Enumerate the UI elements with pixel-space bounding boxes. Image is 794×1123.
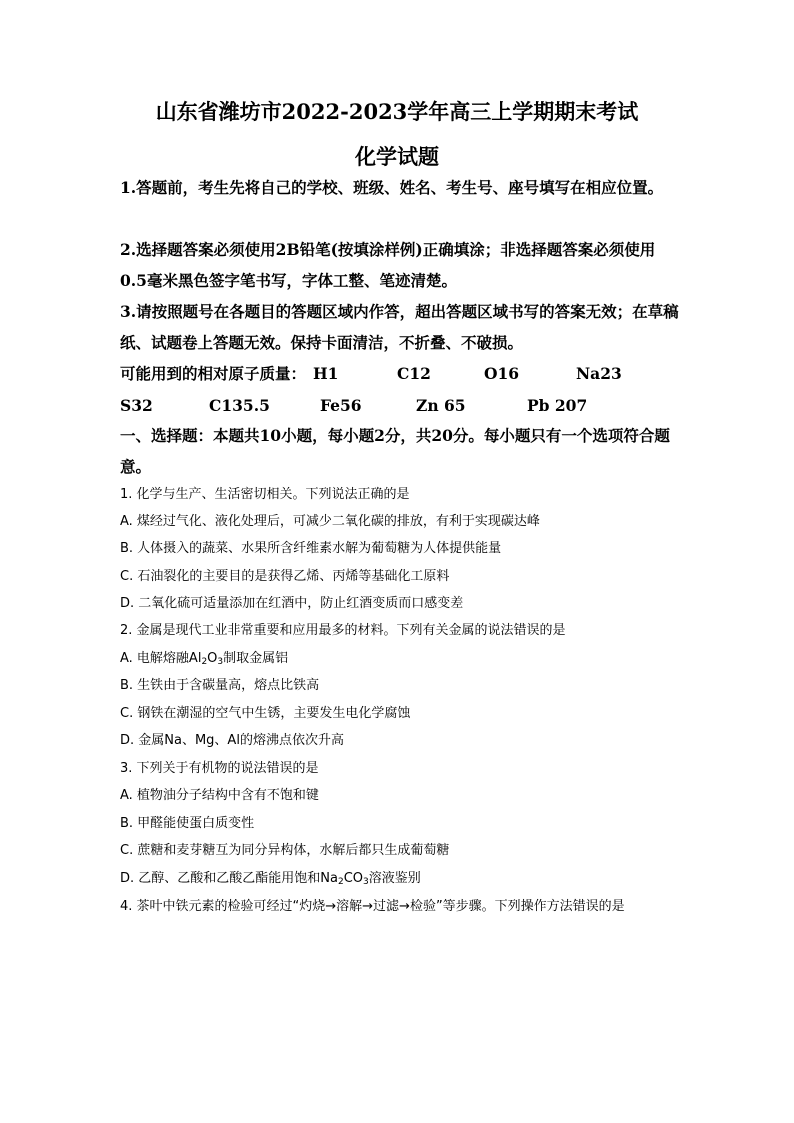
subscript: 2 xyxy=(337,877,344,887)
option-text: D. 乙醇、乙酸和乙酸乙酯能用饱和Na xyxy=(120,871,338,886)
subscript: 3 xyxy=(363,877,369,887)
atomic-mass-item: H1 xyxy=(313,364,339,383)
instruction-1: 1.答题前，考生先将自己的学校、班级、姓名、考生号、座号填写在相应位置。 xyxy=(120,178,664,197)
question-1-option-a: A. 煤经过气化、液化处理后，可减少二氧化碳的排放，有利于实现碳达峰 xyxy=(120,514,540,529)
instruction-2: 2.选择题答案必须使用2B铅笔(按填涂样例)正确填涂；非选择题答案必须使用0.5毫米黑色签字笔书写，字体工整、笔迹清楚。 xyxy=(120,240,656,290)
instruction-3: 3.请按照题号在各题目的答题区域内作答，超出答题区域书写的答案无效；在草稿纸、试题卷上答题无效。保持卡面清洁，不折叠、不破损。 xyxy=(120,302,679,352)
atomic-mass-item: Zn 65 xyxy=(416,396,466,415)
question-2-stem: 2. 金属是现代工业非常重要和应用最多的材料。下列有关金属的说法错误的是 xyxy=(120,623,566,638)
question-3-option-d xyxy=(120,870,690,888)
atomic-mass-label: 可能用到的相对原子质量： xyxy=(120,364,307,383)
option-text: 溶液鉴别 xyxy=(368,871,421,886)
section-heading: 一、选择题：本题共10小题，每小题2分，共20分。每小题只有一个选项符合题意。 xyxy=(120,426,670,476)
option-text: O xyxy=(207,651,218,666)
question-4-stem: 4. 茶叶中铁元素的检验可经过“灼烧→溶解→过滤→检验”等步骤。下列操作方法错误的是 xyxy=(120,899,625,914)
subscript: 3 xyxy=(217,657,224,667)
atomic-mass-item: Pb 207 xyxy=(527,396,588,415)
page-title: 山东省潍坊市2022-2023学年高三上学期期末考试 xyxy=(155,99,639,124)
option-text: CO xyxy=(343,871,364,886)
question-1-option-b: B. 人体摄入的蔬菜、水果所含纤维素水解为葡萄糖为人体提供能量 xyxy=(120,541,502,556)
question-3-option-b: B. 甲醛能使蛋白质变性 xyxy=(120,816,255,831)
atomic-mass-item: C12 xyxy=(397,364,431,383)
atomic-mass-item: S32 xyxy=(120,396,153,415)
atomic-mass-item: Fe56 xyxy=(320,396,362,415)
question-1-option-d: D. 二氧化硫可适量添加在红酒中，防止红酒变质而口感变差 xyxy=(120,596,464,611)
question-3-stem: 3. 下列关于有机物的说法错误的是 xyxy=(120,761,319,776)
question-3-option-c: C. 蔗糖和麦芽糖互为同分异构体，水解后都只生成葡萄糖 xyxy=(120,843,450,858)
atomic-mass-item: O16 xyxy=(484,364,520,383)
atomic-mass-item: Na23 xyxy=(576,364,622,383)
atomic-mass-item: C135.5 xyxy=(209,396,270,415)
option-text: 制取金属铝 xyxy=(223,651,289,666)
question-3-option-a: A. 植物油分子结构中含有不饱和键 xyxy=(120,788,319,803)
question-2-option-c: C. 钢铁在潮湿的空气中生锈，主要发生电化学腐蚀 xyxy=(120,706,411,721)
option-text: A. 电解熔融Al xyxy=(120,651,202,666)
question-2-option-b: B. 生铁由于含碳量高，熔点比铁高 xyxy=(120,678,320,693)
atomic-mass-row-2 xyxy=(120,390,680,421)
subscript: 2 xyxy=(201,657,208,667)
atomic-mass-row-1 xyxy=(120,358,680,389)
page-subtitle: 化学试题 xyxy=(355,144,439,169)
question-1-option-c: C. 石油裂化的主要目的是获得乙烯、丙烯等基础化工原料 xyxy=(120,569,450,584)
question-2-option-d: D. 金属Na、Mg、Al的熔沸点依次升高 xyxy=(120,733,344,748)
question-1-stem: 1. 化学与生产、生活密切相关。下列说法正确的是 xyxy=(120,487,410,502)
question-2-option-a xyxy=(120,650,690,668)
